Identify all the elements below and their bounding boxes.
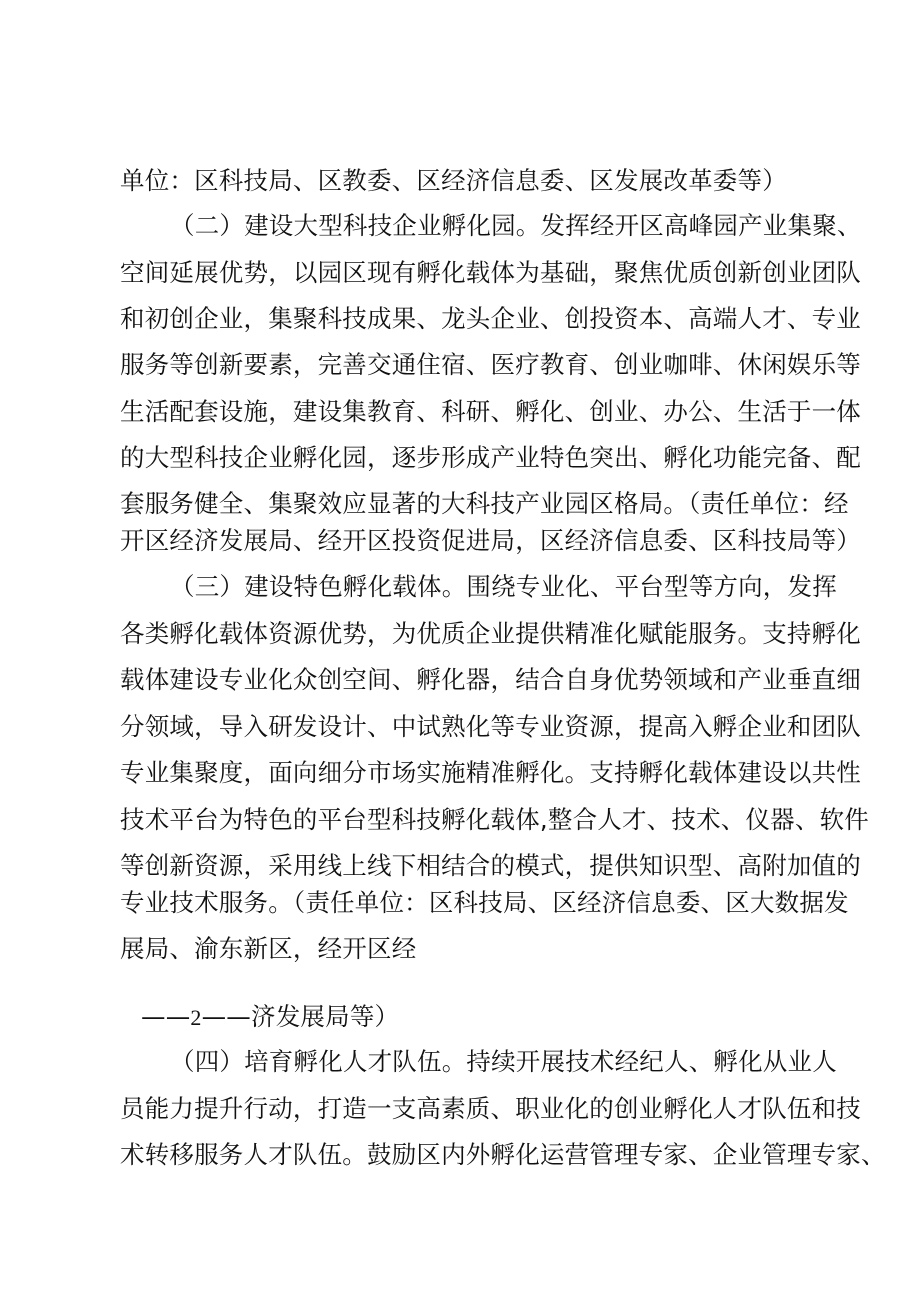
page-number-left-dash: ——	[141, 1002, 191, 1031]
text-line-1: 单位：区科技局、区教委、区经济信息委、区发展改革委等）	[120, 166, 787, 195]
text-line-11: 各类孵化载体资源优势，为优质企业提供精准化赋能服务。支持孵化	[120, 619, 861, 648]
continued-text: 济发展局等）	[251, 1002, 400, 1031]
text-line-8: 套服务健全、集聚效应显著的大科技产业园区格局。（责任单位：经	[120, 489, 849, 518]
text-line-17: 专业技术服务。（责任单位：区科技局、区经济信息委、区大数据发	[120, 888, 849, 917]
text-line-18: 展局、渝东新区，经开区经	[120, 934, 417, 963]
text-line-16: 等创新资源，采用线上线下相结合的模式，提供知识型、高附加值的	[120, 851, 861, 880]
section-three-heading-line: （三）建设特色孵化载体。围绕专业化、平台型等方向，发挥	[170, 572, 837, 601]
text-line-3: 空间延展优势，以园区现有孵化载体为基础，聚焦优质创新创业团队	[120, 258, 861, 287]
text-line-13: 分领域，导入研发设计、中试熟化等专业资源，提高入孵企业和团队	[120, 712, 861, 741]
text-line-9: 开区经济发展局、经开区投资促进局，区经济信息委、区科技局等）	[120, 526, 861, 555]
section-four-heading-line: （四）培育孵化人才队伍。持续开展技术经纪人、孵化从业人	[170, 1047, 837, 1076]
section-two-heading-line: （二）建设大型科技企业孵化园。发挥经开区高峰园产业集聚、	[170, 211, 862, 240]
text-line-6: 生活配套设施，建设集教育、科研、孵化、创业、办公、生活于一体	[120, 397, 861, 426]
page-number: 2	[190, 1005, 202, 1030]
text-line-22: 术转移服务人才队伍。鼓励区内外孵化运营管理专家、企业管理专家、	[120, 1140, 886, 1169]
text-line-4: 和初创企业，集聚科技成果、龙头企业、创投资本、高端人才、专业	[120, 304, 861, 333]
text-line-5: 服务等创新要素，完善交通住宿、医疗教育、创业咖啡、休闲娱乐等	[120, 350, 861, 379]
page-footer-line	[141, 1000, 841, 1035]
text-line-15: 技术平台为特色的平台型科技孵化载体,整合人才、技术、仪器、软件	[120, 805, 869, 834]
text-line-21: 员能力提升行动，打造一支高素质、职业化的创业孵化人才队伍和技	[120, 1094, 861, 1123]
page-number-right-dash: ——	[201, 1002, 252, 1031]
text-line-12: 载体建设专业化众创空间、孵化器，结合自身优势领域和产业垂直细	[120, 665, 861, 694]
text-line-14: 专业集聚度，面向细分市场实施精准孵化。支持孵化载体建设以共性	[120, 758, 861, 787]
text-line-7: 的大型科技企业孵化园，逐步形成产业特色突出、孵化功能完备、配	[120, 443, 861, 472]
